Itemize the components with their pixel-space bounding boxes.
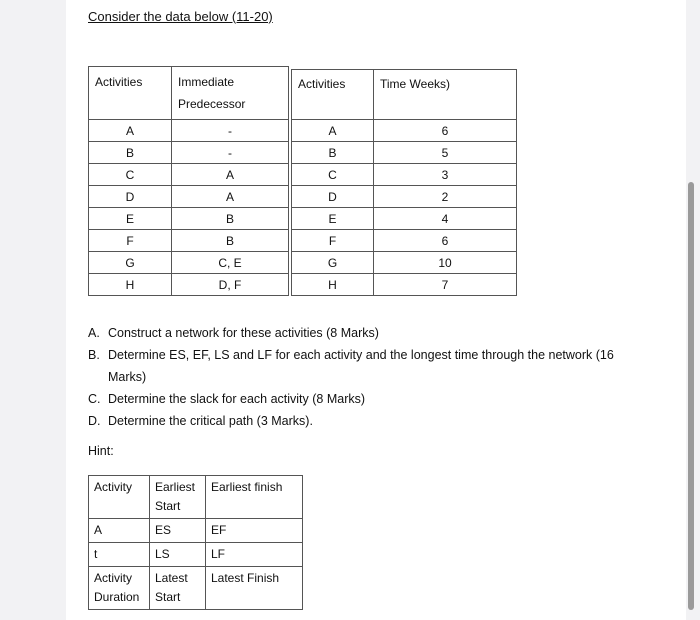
table-cell: E: [292, 208, 374, 230]
table-cell: 6: [374, 230, 517, 252]
list-marker: B.: [88, 348, 100, 362]
table-row: [89, 142, 289, 164]
question-text: Determine ES, EF, LS and LF for each activity and the longest time through the network (16 Marks): [108, 348, 614, 384]
table-row: [89, 186, 289, 208]
list-item: [88, 410, 648, 432]
hint-label: Hint:: [88, 444, 114, 458]
table-row: [292, 164, 517, 186]
table-row: [89, 120, 289, 142]
table-header: Time Weeks): [374, 70, 517, 120]
table-cell: D: [89, 186, 172, 208]
table-cell: 6: [374, 120, 517, 142]
table-row: [89, 543, 303, 567]
table-cell: 3: [374, 164, 517, 186]
table-row: [292, 274, 517, 296]
table-cell: F: [89, 230, 172, 252]
table-header: [172, 67, 289, 120]
table-cell: 2: [374, 186, 517, 208]
table-row: [89, 274, 289, 296]
table-cell: C, E: [172, 252, 289, 274]
table-row: [292, 208, 517, 230]
table-cell: Latest Start: [150, 567, 206, 610]
hint-table: [88, 475, 303, 610]
table-cell: F: [292, 230, 374, 252]
table-cell: H: [89, 274, 172, 296]
table-cell: D, F: [172, 274, 289, 296]
table-cell: D: [292, 186, 374, 208]
question-text: Construct a network for these activities (8 Marks): [108, 326, 379, 340]
question-text: Determine the slack for each activity (8 Marks): [108, 392, 366, 406]
list-marker: D.: [88, 414, 101, 428]
predecessor-table: [88, 66, 289, 296]
question-text: Determine the critical path (3 Marks).: [108, 414, 313, 428]
table-cell: -: [172, 120, 289, 142]
table-cell: H: [292, 274, 374, 296]
table-cell: A: [292, 120, 374, 142]
question-list: [88, 322, 648, 432]
table-cell: Activity Duration: [89, 567, 150, 610]
table-cell: G: [292, 252, 374, 274]
table-cell: 5: [374, 142, 517, 164]
page-title: Consider the data below (11-20): [88, 9, 273, 24]
table-cell: ES: [150, 519, 206, 543]
table-cell: C: [292, 164, 374, 186]
table-row: [89, 252, 289, 274]
table-cell: A: [89, 120, 172, 142]
table-cell: Earliest finish: [206, 476, 303, 519]
table-row: [89, 476, 303, 519]
table-cell: Latest Finish: [206, 567, 303, 610]
table-row: [89, 230, 289, 252]
table-cell: A: [172, 186, 289, 208]
table-row: [292, 142, 517, 164]
table-cell: B: [172, 208, 289, 230]
table-row: [292, 252, 517, 274]
table-row: [292, 230, 517, 252]
table-cell: E: [89, 208, 172, 230]
table-cell: EF: [206, 519, 303, 543]
table-cell: A: [89, 519, 150, 543]
list-item: [88, 388, 648, 410]
table-cell: t: [89, 543, 150, 567]
table-cell: 4: [374, 208, 517, 230]
table-cell: G: [89, 252, 172, 274]
table-row: [292, 186, 517, 208]
table-cell: LS: [150, 543, 206, 567]
table-cell: Activity: [89, 476, 150, 519]
table-header: Activities: [89, 67, 172, 120]
table-cell: LF: [206, 543, 303, 567]
table-cell: B: [292, 142, 374, 164]
table-header: Activities: [292, 70, 374, 120]
table-header-line: Immediate Predecessor: [178, 75, 246, 111]
table-row: [89, 208, 289, 230]
time-table: [291, 69, 517, 296]
table-cell: 7: [374, 274, 517, 296]
list-marker: C.: [88, 392, 101, 406]
table-cell: A: [172, 164, 289, 186]
list-item: [88, 322, 648, 344]
table-row: [292, 120, 517, 142]
table-cell: B: [172, 230, 289, 252]
table-row: [89, 519, 303, 543]
list-item: [88, 344, 648, 388]
vertical-scrollbar[interactable]: [688, 182, 694, 610]
table-cell: 10: [374, 252, 517, 274]
table-cell: -: [172, 142, 289, 164]
table-cell: Earliest Start: [150, 476, 206, 519]
table-cell: B: [89, 142, 172, 164]
table-row: [89, 567, 303, 610]
table-row: [89, 164, 289, 186]
table-cell: C: [89, 164, 172, 186]
list-marker: A.: [88, 326, 100, 340]
